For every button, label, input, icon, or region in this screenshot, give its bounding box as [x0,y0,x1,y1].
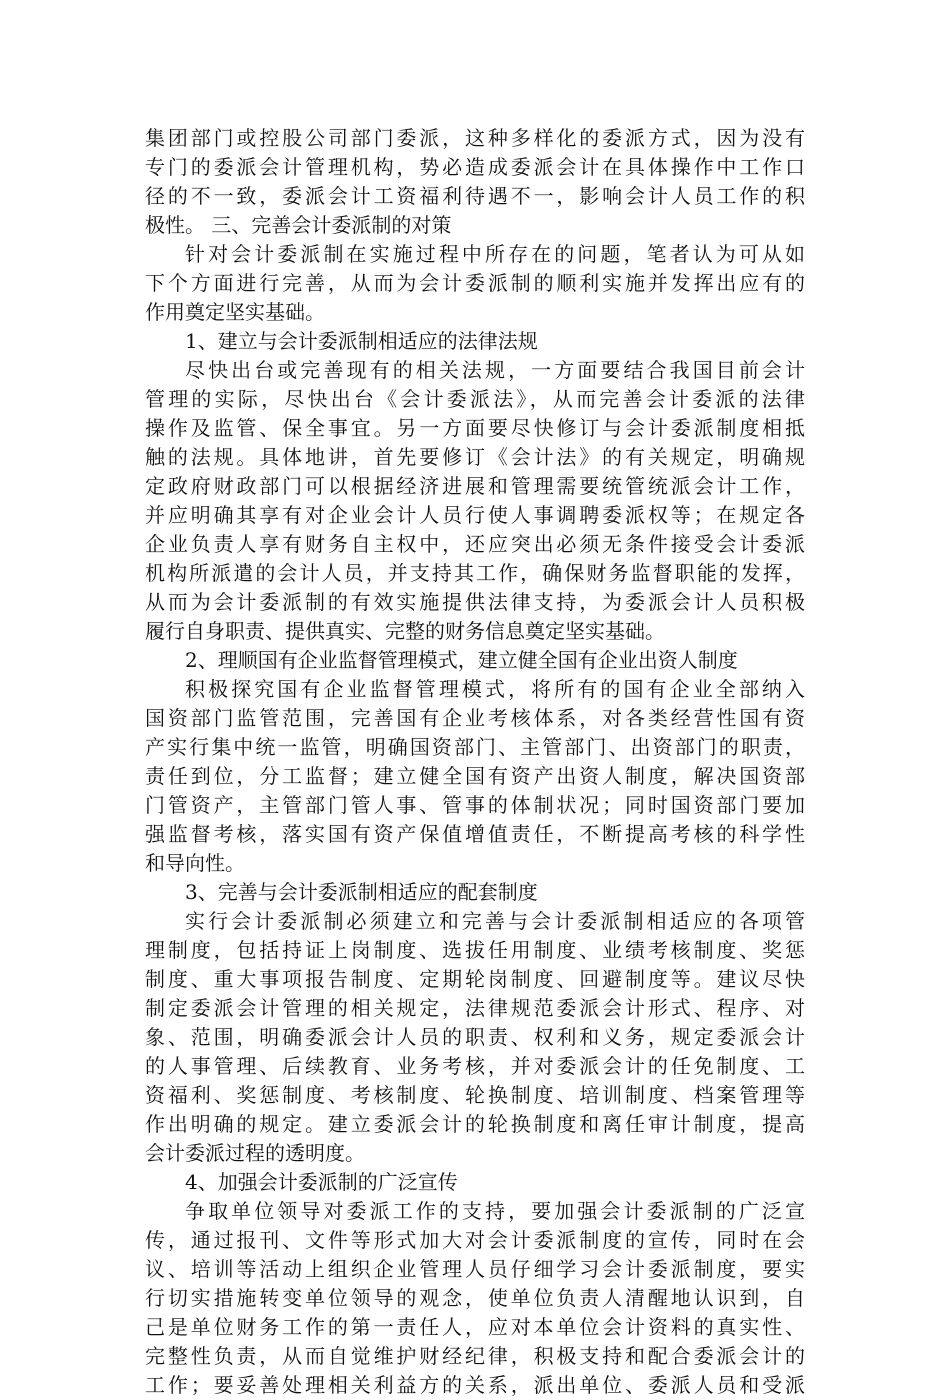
text-line: 2、理顺国有企业监督管理模式，建立健全国有企业出资人制度 [185,648,738,672]
text-line: 集团部门或控股公司部门委派，这种多样化的委派方式，因为没有 [145,126,805,150]
text-line: 国资部门监管范围，完善国有企业考核体系，对各类经营性国有资 [145,706,805,730]
text-line: 管理的实际，尽快出台《会计委派法》，从而完善会计委派的法律 [145,387,805,411]
text-line: 针对会计委派制在实施过程中所存在的问题，笔者认为可从如 [185,242,805,266]
text-line: 争取单位领导对委派工作的支持，要加强会计委派制的广泛宣 [185,1199,805,1223]
text-line: 议、培训等活动上组织企业管理人员仔细学习会计委派制度，要实 [145,1257,805,1281]
text-line: 尽快出台或完善现有的相关法规，一方面要结合我国目前会计 [185,358,805,382]
text-line: 制度、重大事项报告制度、定期轮岗制度、回避制度等。建议尽快 [145,967,805,991]
text-line: 强监督考核，落实国有资产保值增值责任，不断提高考核的科学性 [145,822,805,846]
text-line: 实行会计委派制必须建立和完善与会计委派制相适应的各项管 [185,909,805,933]
text-line: 径的不一致，委派会计工资福利待遇不一，影响会计人员工作的积 [145,184,805,208]
text-line: 资福利、奖惩制度、考核制度、轮换制度、培训制度、档案管理等 [145,1083,805,1107]
text-line: 专门的委派会计管理机构，势必造成委派会计在具体操作中工作口 [145,155,805,179]
text-line: 下个方面进行完善，从而为会计委派制的顺利实施并发挥出应有的 [145,271,805,295]
text-line: 责任到位，分工监督；建立健全国有资产出资人制度，解决国资部 [145,764,805,788]
text-line: 操作及监管、保全事宜。另一方面要尽快修订与会计委派制度相抵 [145,416,805,440]
text-line: 门管资产，主管部门管人事、管事的体制状况；同时国资部门要加 [145,793,805,817]
text-line: 作出明确的规定。建立委派会计的轮换制度和离任审计制度，提高 [145,1112,805,1136]
text-line: 履行自身职责、提供真实、完整的财务信息奠定坚实基础。 [145,619,665,643]
text-line: 并应明确其享有对企业会计人员行使人事调聘委派权等；在规定各 [145,503,805,527]
text-line: 完整性负责，从而自觉维护财经纪律，积极支持和配合委派会计的 [145,1344,805,1368]
text-line: 从而为会计委派制的有效实施提供法律支持，为委派会计人员积极 [145,590,805,614]
text-line: 传，通过报刊、文件等形式加大对会计委派制度的宣传，同时在会 [145,1228,805,1252]
text-line: 3、完善与会计委派制相适应的配套制度 [185,880,538,904]
text-line: 企业负责人享有财务自主权中，还应突出必须无条件接受会计委派 [145,532,805,556]
text-line: 机构所派遣的会计人员，并支持其工作，确保财务监督职能的发挥， [145,561,805,585]
text-line: 工作；要妥善处理相关利益方的关系，派出单位、委派人员和受派 [145,1373,805,1397]
text-line: 作用奠定坚实基础。 [145,300,325,324]
text-line: 触的法规。具体地讲，首先要修订《会计法》的有关规定，明确规 [145,445,805,469]
text-line: 象、范围，明确委派会计人员的职责、权利和义务，规定委派会计 [145,1025,805,1049]
document-body [145,124,805,1400]
text-line: 会计委派过程的透明度。 [145,1141,365,1165]
text-line: 和导向性。 [145,851,245,875]
text-line: 极性。 三、完善会计委派制的对策 [145,213,452,237]
text-line: 的人事管理、后续教育、业务考核，并对委派会计的任免制度、工 [145,1054,805,1078]
text-line: 己是单位财务工作的第一责任人，应对本单位会计资料的真实性、 [145,1315,805,1339]
text-line: 行切实措施转变单位领导的观念，使单位负责人清醒地认识到，自 [145,1286,805,1310]
text-line: 积极探究国有企业监督管理模式，将所有的国有企业全部纳入 [185,677,805,701]
text-line: 4、加强会计委派制的广泛宣传 [185,1170,458,1194]
text-line: 理制度，包括持证上岗制度、选拔任用制度、业绩考核制度、奖惩 [145,938,805,962]
text-line: 定政府财政部门可以根据经济进展和管理需要统管统派会计工作， [145,474,805,498]
text-line: 1、建立与会计委派制相适应的法律法规 [185,329,538,353]
text-line: 制定委派会计管理的相关规定，法律规范委派会计形式、程序、对 [145,996,805,1020]
text-line: 产实行集中统一监管，明确国资部门、主管部门、出资部门的职责， [145,735,805,759]
